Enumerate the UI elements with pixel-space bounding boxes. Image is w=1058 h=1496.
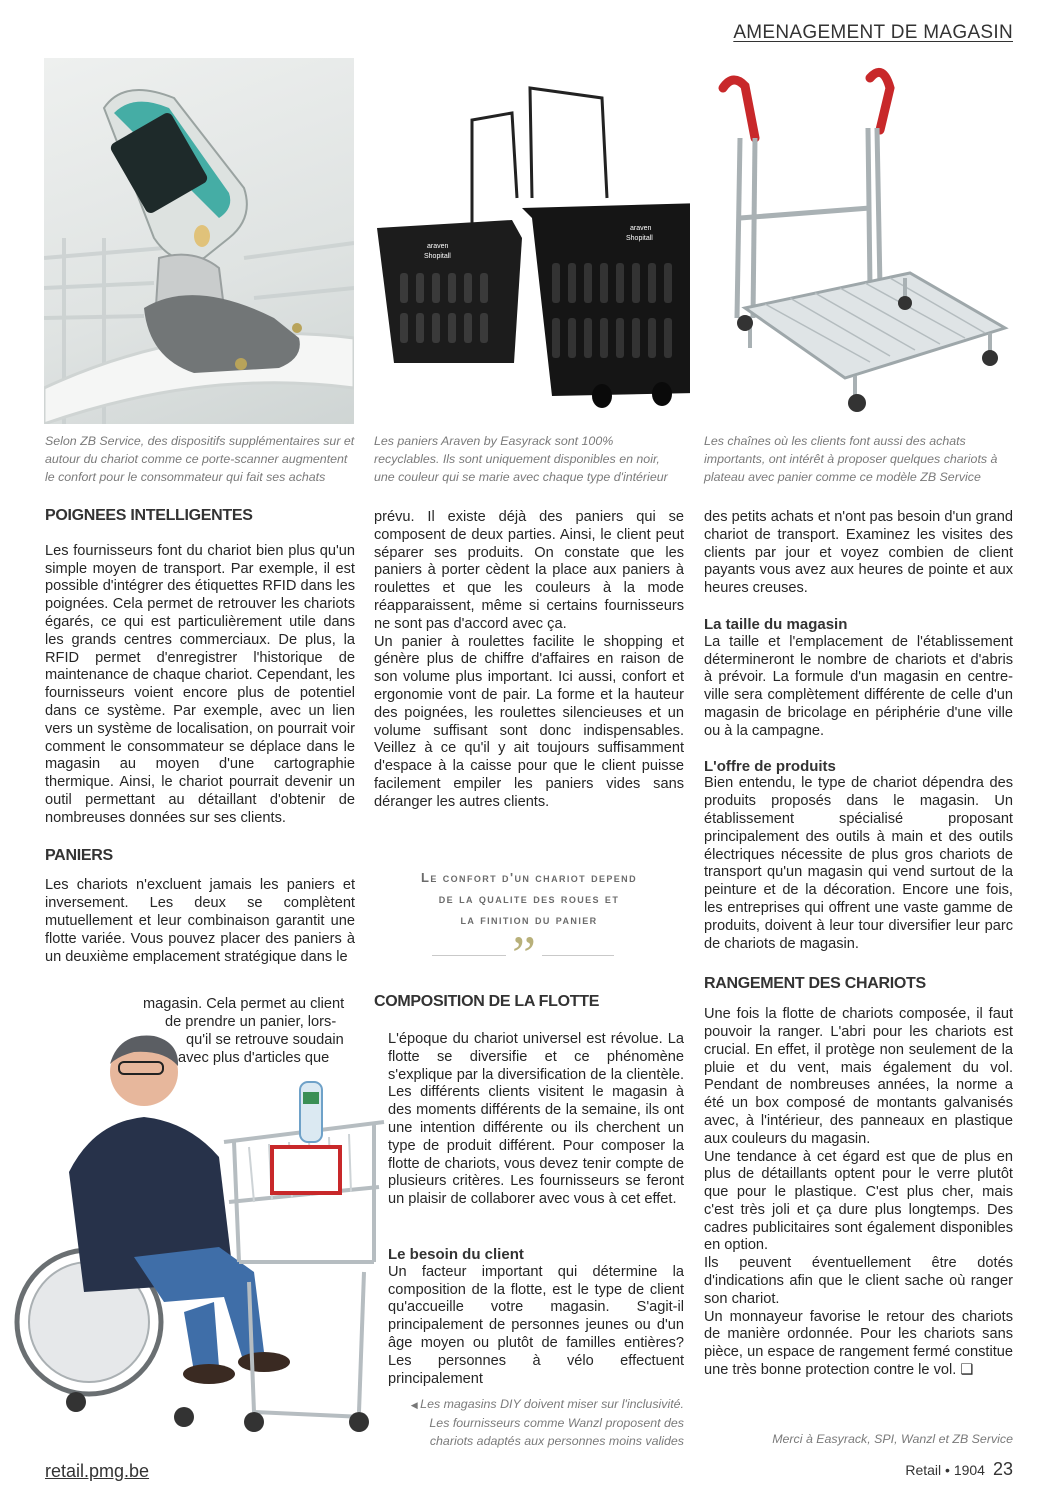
caption-scanner: Selon ZB Service, des dispositifs supplémentaires sur et autour du chariot comme ce porte-scanner augmentent le confort pour le consommateur qui fait ses achats (45, 434, 355, 484)
wheelchair-illustration (14, 1022, 386, 1454)
column-2-top (374, 509, 684, 812)
footer-site-link[interactable]: retail.pmg.be (45, 1461, 150, 1481)
heading-paniers: PANIERS (45, 846, 113, 864)
pull-quote (374, 867, 684, 930)
basket-model-right: Shopitall (626, 235, 653, 242)
heading-taille-magasin: La taille du magasin (704, 615, 848, 633)
paragraph-paniers: Les chariots n'excluent jamais les paniers et inversement. Les deux se complètent mutuellement et leur combinaison garantit une flotte variée. Vous pouvez placer des paniers à un deuxième emplacement stratégique dans le (45, 877, 355, 965)
pull-quote-line-3: la finition du panier (460, 912, 598, 927)
pull-quote-line-1: Le confort d'un chariot depend (421, 870, 637, 885)
paragraph-rangement-1: Une fois la flotte de chariots composée, il faut pouvoir la ranger. L'abri pour les chariots est crucial. En effet, il protège non seulement de la pluie et du vent, mais également du vol. Pendant de nombreuses années, la norme a été un box composé de montants galvanisés avec, à l'intérieur, des panneaux en plastique aux couleurs du magasin. (704, 1006, 1013, 1147)
caption-platform-trolley: Les chaînes où les clients font aussi des achats importants, ont intérêt à proposer quelques chariots à plateau avec panier comme ce modèle ZB Service (704, 434, 998, 484)
paragraph-offre-produits: Bien entendu, le type de chariot dépendra des produits proposés dans le magasin. Un établissement spécialisé proposant principalement des outils à main et des outils électriques nécessite de plus gros chariots de transport qu'un magasin qui vend surtout de la peinture et de la décoration. Encore une fois, les entreprises qui offrent une vaste gamme de produits, doivent à leur tour diversifier leur parc de chariots de magasin. (704, 775, 1013, 952)
heading-composition: COMPOSITION DE LA FLOTTE (374, 993, 600, 1010)
paniers-wrap-3: qu'il se retrouve soudain (186, 1032, 344, 1048)
baskets-illustration (372, 58, 690, 424)
platform-trolley-photo (705, 58, 1013, 424)
heading-besoin-client: Le besoin du client (388, 1246, 524, 1263)
paragraph-poignees: Les fournisseurs font du chariot bien plus qu'un simple moyen de transport. Par exemple, il est possible d'intégrer des étiquettes RFID dans les poignées. Cela permet de retrouver les chariots égarés, ce qui est particulièrement utile dans les grands centres commerciaux. De plus, la RFID permet d'enregistrer l'historique de maintenance de chaque chariot. Cependant, les fournisseurs voient encore plus de potentiel dans ce système. Par exemple, avec un lien vers un système de localisation, on pourrait voir comment le consommateur se déplace dans le magasin au moyen d'une cartographie thermique. Ainsi, le chariot pourrait devenir un outil permettant au détaillant d'obtenir de nombreuses données sur ses clients. (45, 542, 355, 826)
basket-model-left: Shopitall (424, 253, 451, 260)
column-2-besoin (388, 1246, 684, 1388)
heading-poignees: POIGNEES INTELLIGENTES (45, 507, 253, 524)
section-title: AMENAGEMENT DE MAGASIN (733, 22, 1013, 43)
paragraph-rangement-4-text: Un monnayeur favorise le retour des chariots de manière ordonnée. Pour les chariots sans pièce, un espace de rangement fermé constitue une très bonne protection contre le vol. (704, 1308, 1013, 1379)
paragraph-taille-magasin: La taille et l'emplacement de l'établissement détermineront le nombre de chariots et d'abris à prévoir. La formule d'un magasin en centre-ville sera complètement différente de celle d'un magasin de bricolage en périphérie d'une ville ou à la campagne. (704, 633, 1013, 739)
paragraph-rangement-4 (704, 1309, 1013, 1380)
wheelchair-photo (14, 1022, 386, 1454)
paragraph-composition: L'époque du chariot universel est révolue. La flotte se diversifie et ce phénomène s'explique par la diversification de la clientèle. Les différents clients visitent le magasin à des moments différents de la semaine, ils ont une intention différente ou ils cherchent un type de produit différent. Pour composer la flotte de chariots, vous devez tenir compte de plusieurs critères. Les fournisseurs se feront un plaisir de collaborer avec vous à cet effet. (388, 1031, 684, 1208)
baskets-photo (372, 58, 690, 424)
footer-page-info (905, 1459, 1013, 1480)
column-3 (704, 509, 1013, 1380)
paragraph-roulettes: Un panier à roulettes facilite le shopping et génère plus de chiffre d'affaires en raison de son volume plus important. Ici aussi, confort et ergonomie vont de pair. La forme et la hauteur des poignées, les roulettes silencieuses et un volume suffisant sont donc indispensables. Veillez à ce qu'il y ait toujours suffisamment d'espace à la caisse pour que le client puisse facilement empiler les paniers vides sans déranger les autres clients. (374, 633, 684, 810)
basket-brand-right: araven (630, 225, 652, 232)
end-mark-icon: ❑ (960, 1362, 974, 1379)
credits: Merci à Easyrack, SPI, Wanzl et ZB Service (772, 1432, 1013, 1446)
paniers-wrap-4: avec plus d'articles que (178, 1050, 330, 1066)
footer-issue: Retail • 1904 (905, 1462, 985, 1478)
quote-mark-icon: ” (506, 928, 542, 982)
column-2-composition (374, 993, 684, 1011)
paragraph-petits-achats: des petits achats et n'ont pas besoin d'un grand chariot de transport. Examinez les visites des clients par jour et voyez combien de client payants vous avez aux heures de pointe et aux heures creuses. (704, 509, 1013, 597)
paragraph-paniers-cont: prévu. Il existe déjà des paniers qui se composent de deux parties. Ainsi, le client peut séparer ses produits. On constate que les paniers à porter cèdent la place aux paniers à roulettes et que les couleurs à la mode réapparaissent, même si certains fournisseurs ne sont pas d'accord avec ça. (374, 509, 684, 632)
heading-rangement: RANGEMENT DES CHARIOTS (704, 975, 926, 993)
platform-trolley-illustration (705, 58, 1013, 424)
paniers-wrap-2: de prendre un panier, lors- (165, 1014, 337, 1030)
paniers-wrap-1: magasin. Cela permet au client (143, 996, 345, 1012)
heading-offre-produits: L'offre de produits (704, 757, 836, 775)
caption-baskets: Les paniers Araven by Easyrack sont 100% recyclables. Ils sont uniquement disponibles en noir, une couleur qui se marie avec chaque type d'intérieur (374, 434, 668, 484)
page-number: 23 (992, 1459, 1013, 1479)
basket-brand-left: araven (427, 243, 449, 250)
caption-wheelchair-wrap (404, 1395, 684, 1450)
column-1 (45, 507, 355, 966)
caption-arrow-icon: ◀ (410, 1400, 421, 1410)
scanner-photo (44, 58, 354, 424)
paragraph-rangement-3: Ils peuvent éventuellement être dotés d'indications afin que le client sache où ranger son chariot. (704, 1255, 1013, 1307)
scanner-illustration (44, 58, 354, 424)
paragraph-rangement-2: Une tendance à cet égard est que de plus en plus de détaillants optent pour le verre plutôt que pour le plastique. C'est plus cher, mais c'est très joli et ça dure plus longtemps. Des cadres publicitaires sont également disponibles en option. (704, 1148, 1013, 1254)
pull-quote-line-2: de la qualite des roues et (438, 891, 620, 906)
paragraph-besoin-client: Un facteur important qui détermine la composition de la flotte, est le type de client qu'accueille votre magasin. S'agit-il principalement de personnes jeunes ou d'un âge moyen ou plutôt de familles entières? Les personnes à vélo effectuent principalement (388, 1263, 684, 1387)
caption-wheelchair: Les magasins DIY doivent miser sur l'inclusivité. Les fournisseurs comme Wanzl proposent des chariots adaptés aux personnes moins valides (420, 1397, 684, 1448)
